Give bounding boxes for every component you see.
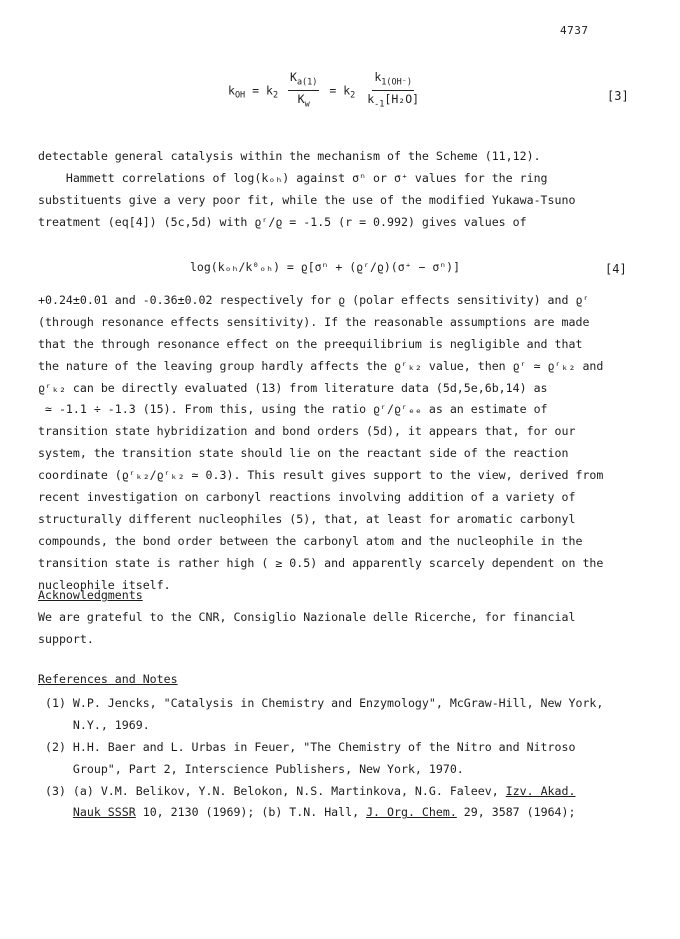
reference-line	[38, 802, 642, 824]
eq3-fraction-1	[288, 70, 319, 112]
text-line: detectable general catalysis within the mechanism of the Scheme (11,12).	[38, 149, 541, 163]
text-line: treatment (eq[4]) (5c,5d) with ϱʳ/ϱ = -1.5 (r = 0.992) gives values of	[38, 214, 527, 229]
eq3-frac1-num-sub: a(1)	[296, 77, 318, 88]
text-line: transition state hybridization and bond orders (5d), it appears that, for our	[38, 424, 576, 439]
ref3-line1-text: (3) (a) V.M. Belikov, Y.N. Belokon, N.S. Martinkova, N.G. Faleev,	[38, 783, 506, 798]
text-line: Hammett correlations of log(kₒₕ) against σⁿ or σ⁺ values for the ring	[38, 170, 548, 185]
equation-4-number: [4]	[605, 262, 627, 276]
eq3-frac1-den: K	[297, 92, 305, 107]
eq3-lhs-sub: OH	[234, 90, 246, 101]
text-line: transition state is rather high ( ≥ 0.5) and apparently scarcely dependent on the	[38, 555, 604, 570]
eq3-equals-2: =	[329, 83, 337, 98]
references-heading: References and Notes	[38, 672, 178, 686]
text-line: nucleophile itself.	[38, 577, 171, 592]
ref3-line2-text: 10, 2130 (1969); (b) T.N. Hall,	[135, 805, 367, 820]
text-line: compounds, the bond order between the carbonyl atom and the nucleophile in the	[38, 533, 583, 548]
text-line: ≃ -1.1 ÷ -1.3 (15). From this, using the ratio ϱʳ/ϱʳₑₑ as an estimate of	[38, 402, 548, 417]
paragraph-2	[38, 290, 642, 596]
eq3-k2-sub: 2	[272, 90, 279, 101]
text-line: +0.24±0.01 and -0.36±0.02 respectively for ϱ (polar effects sensitivity) and ϱʳ	[38, 293, 590, 307]
text-line: ϱʳₖ₂ can be directly evaluated (13) from literature data (5d,5e,6b,14) as	[38, 380, 548, 395]
eq3-equals: =	[252, 83, 260, 98]
eq3-fraction-2	[365, 70, 421, 112]
reference-line: (2) H.H. Baer and L. Urbas in Feuer, "The Chemistry of the Nitro and Nitroso	[38, 739, 576, 754]
references-list	[38, 693, 642, 824]
text-line: substituents give a very poor fit, while the use of the modified Yukawa-Tsuno	[38, 192, 576, 207]
ref3-line2-tail: 29, 3587 (1964);	[456, 805, 576, 820]
eq3-frac1-num: K	[290, 70, 297, 84]
equation-3-number: [3]	[607, 89, 629, 103]
eq3-frac2-num: k	[374, 70, 382, 84]
eq3-k2: k	[266, 83, 273, 98]
text-line: coordinate (ϱʳₖ₂/ϱʳₖ₂ ≃ 0.3). This result gives support to the view, derived from	[38, 468, 604, 483]
ref3-journal-1: Izv. Akad.	[505, 783, 576, 798]
eq3-frac2-den-sub: -1	[374, 99, 385, 110]
text-line: We are grateful to the CNR, Consiglio Nazionale delle Ricerche, for financial	[38, 610, 576, 624]
acknowledgments-text	[38, 607, 642, 651]
eq3-frac1-den-sub: w	[304, 99, 310, 110]
text-line: system, the transition state should lie on the reactant side of the reaction	[38, 446, 569, 461]
reference-line: N.Y., 1969.	[38, 717, 150, 732]
text-line: (through resonance effects sensitivity). If the reasonable assumptions are made	[38, 314, 590, 329]
eq3-k2b: k	[343, 83, 351, 98]
ref3-journal-1b: Nauk SSSR	[72, 805, 136, 820]
paragraph-1	[38, 146, 642, 234]
equation-3	[228, 70, 424, 112]
eq3-k2b-sub: 2	[350, 90, 356, 101]
reference-line	[38, 781, 642, 803]
page-number: 4737	[560, 24, 589, 37]
text-line: the nature of the leaving group hardly affects the ϱʳₖ₂ value, then ϱʳ ≃ ϱʳₖ₂ and	[38, 358, 604, 373]
ref3-journal-2: J. Org. Chem.	[366, 805, 457, 820]
eq3-lhs: k	[228, 83, 235, 98]
reference-line: Group", Part 2, Interscience Publishers, New York, 1970.	[38, 761, 464, 776]
text-line: recent investigation on carbonyl reactions involving addition of a variety of	[38, 490, 576, 505]
eq3-frac2-den-tail: [H₂O]	[384, 92, 420, 107]
text-line: structurally different nucleophiles (5), that, at least for aromatic carbonyl	[38, 511, 576, 526]
ref3-indent	[38, 805, 73, 819]
text-line: support.	[38, 631, 94, 646]
equation-4: log(kₒₕ/k⁰ₒₕ) = ϱ[σⁿ + (ϱʳ/ϱ)(σ⁺ − σⁿ)]	[190, 260, 461, 274]
acknowledgments-heading: Acknowledgments	[38, 588, 143, 602]
eq3-frac2-den: k	[367, 92, 375, 107]
reference-line: (1) W.P. Jencks, "Catalysis in Chemistry and Enzymology", McGraw-Hill, New York,	[38, 696, 604, 710]
text-line: that the through resonance effect on the preequilibrium is negligible and that	[38, 336, 583, 351]
eq3-frac2-num-sub: 1(OH⁻)	[381, 77, 412, 88]
